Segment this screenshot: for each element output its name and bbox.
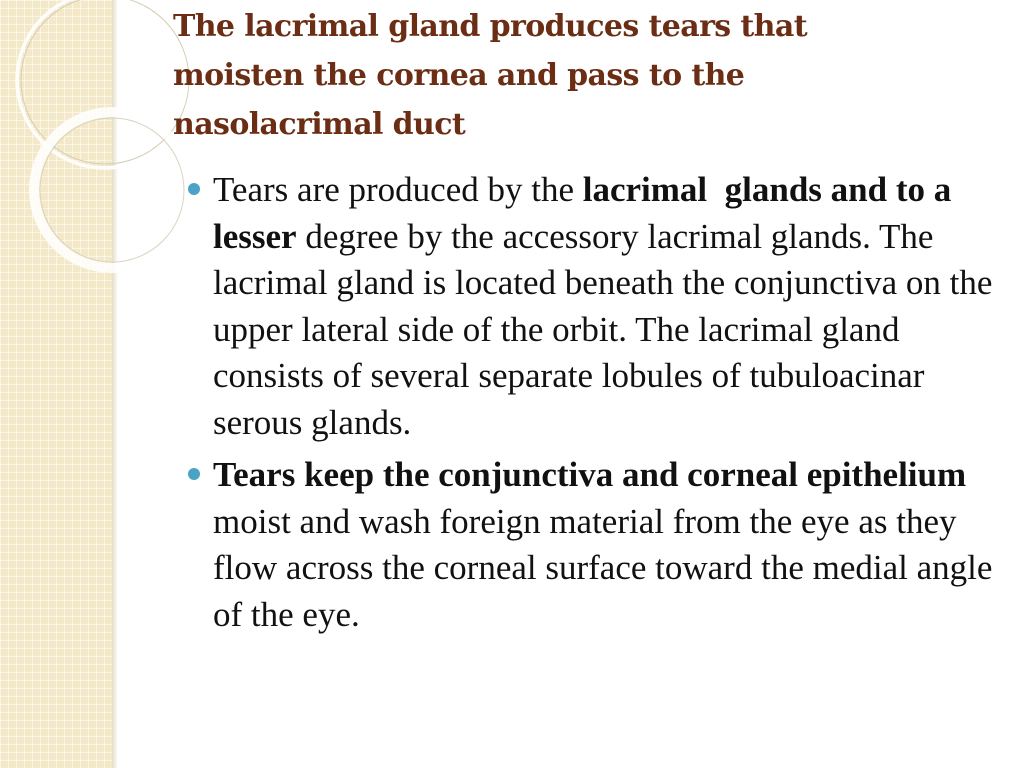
- bullet-list: [188, 167, 1008, 644]
- bullet-item: [188, 452, 1008, 638]
- bullet-text-regular: moist and wash foreign material from the eye as they flow across the corneal surface toward the medial angle of the eye.: [213, 501, 993, 634]
- decorative-rings-icon: [0, 0, 200, 340]
- bullet-dot-icon: [188, 183, 200, 195]
- bullet-text-bold: lacrimal glands and to a lesser: [213, 170, 961, 256]
- bullet-text-bold: Tears keep the conjunctiva and corneal epithelium: [213, 455, 967, 494]
- bullet-text-regular: degree by the accessory lacrimal glands. The lacrimal gland is located beneath the conjunctiva on the upper lateral side of the orbit. The lacrimal gland consists of several separate lobules of tubuloacinar serous glands.: [213, 216, 993, 442]
- bullet-text-regular: Tears are produced by the: [213, 170, 583, 209]
- slide-title: The lacrimal gland produces tears that moisten the cornea and pass to the nasolacrimal duct: [173, 9, 807, 142]
- bullet-dot-icon: [188, 468, 200, 480]
- bullet-item: [188, 167, 1008, 446]
